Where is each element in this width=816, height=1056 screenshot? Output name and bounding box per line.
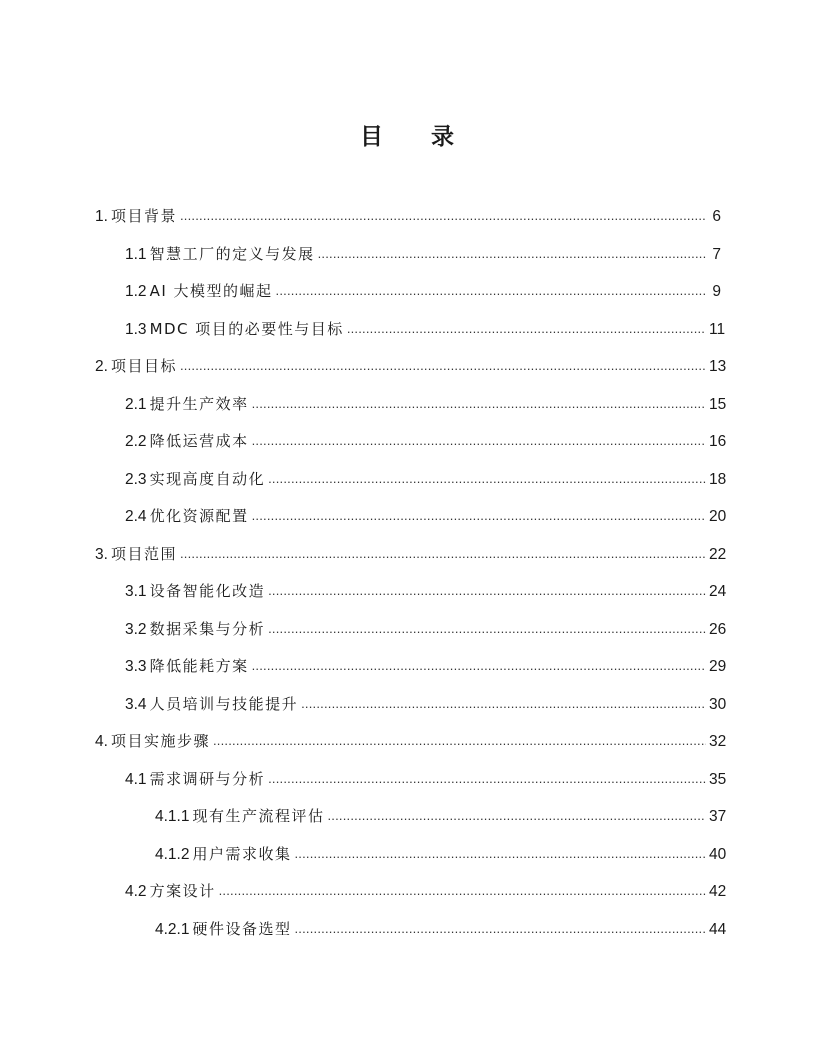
toc-entry[interactable] bbox=[95, 723, 727, 760]
toc-dot-leader bbox=[219, 872, 706, 909]
toc-entry-number: 1.3 bbox=[125, 320, 147, 338]
toc-entry-label: 项目背景 bbox=[110, 207, 177, 225]
toc-title bbox=[0, 118, 816, 151]
toc-entry[interactable] bbox=[125, 461, 727, 498]
toc-entry[interactable] bbox=[155, 836, 727, 873]
toc-entry-label: 项目目标 bbox=[110, 357, 177, 375]
toc-entry-label: MDC 项目的必要性与目标 bbox=[149, 319, 344, 338]
toc-entry-page-number: 29 bbox=[709, 658, 727, 675]
toc-dot-leader bbox=[268, 610, 706, 647]
toc-entry-page-number: 40 bbox=[709, 845, 727, 863]
toc-entry[interactable] bbox=[125, 761, 727, 798]
toc-entry-number: 2.1 bbox=[125, 395, 147, 413]
toc-entry-page-number: 37 bbox=[709, 808, 727, 825]
toc-entry[interactable] bbox=[125, 611, 727, 648]
toc-entry-number: 2.4 bbox=[125, 508, 147, 525]
toc-entry[interactable] bbox=[95, 348, 727, 385]
toc-entry-page-number: 11 bbox=[709, 320, 726, 338]
toc-entry-label: 人员培训与技能提升 bbox=[149, 694, 299, 713]
toc-entry-page-number: 18 bbox=[709, 470, 727, 488]
toc-entry-page-number: 13 bbox=[709, 358, 727, 375]
toc-entry[interactable] bbox=[125, 873, 727, 910]
toc-entry-page-number: 30 bbox=[709, 695, 727, 713]
toc-dot-leader bbox=[276, 272, 706, 309]
toc-dot-leader bbox=[328, 797, 707, 834]
toc-dot-leader bbox=[252, 385, 706, 422]
toc-entry[interactable] bbox=[125, 423, 727, 460]
toc-entry-label: 降低运营成本 bbox=[149, 432, 249, 450]
toc-entry-number: 3. bbox=[95, 545, 108, 563]
toc-entry-label: 优化资源配置 bbox=[149, 507, 249, 525]
toc-entry-label: 设备智能化改造 bbox=[149, 582, 266, 600]
toc-entry[interactable] bbox=[125, 273, 721, 310]
toc-entry-label: 用户需求收集 bbox=[192, 844, 292, 863]
toc-entry-number: 3.4 bbox=[125, 695, 147, 713]
toc-entry-number: 4.1 bbox=[125, 770, 147, 788]
toc-dot-leader bbox=[347, 310, 706, 347]
toc-title-char-2: 录 bbox=[431, 124, 456, 150]
toc-dot-leader bbox=[268, 572, 706, 609]
toc-dot-leader bbox=[252, 422, 706, 459]
toc-entry-page-number: 32 bbox=[709, 733, 727, 750]
toc-entry-number: 1. bbox=[95, 208, 108, 225]
toc-dot-leader bbox=[295, 910, 707, 947]
toc-entry-page-number: 26 bbox=[709, 620, 727, 638]
toc-entry-label: 硬件设备选型 bbox=[192, 919, 292, 938]
toc-entry[interactable] bbox=[125, 311, 726, 348]
toc-entry-page-number: 6 bbox=[712, 208, 721, 225]
toc-entry-number: 4.1.2 bbox=[155, 845, 190, 863]
toc-entry-label: AI 大模型的崛起 bbox=[149, 282, 273, 300]
toc-entry[interactable] bbox=[125, 236, 721, 273]
toc-entry-label: 需求调研与分析 bbox=[149, 769, 266, 788]
toc-entry-number: 1.2 bbox=[125, 283, 147, 300]
toc-entry[interactable] bbox=[125, 498, 727, 535]
toc-entry-number: 3.2 bbox=[125, 620, 147, 638]
toc-entry-page-number: 20 bbox=[709, 508, 727, 525]
toc-entry[interactable] bbox=[155, 911, 727, 948]
toc-entry-page-number: 35 bbox=[709, 770, 727, 788]
toc-entry-number: 2.3 bbox=[125, 470, 147, 488]
toc-entry-label: 数据采集与分析 bbox=[149, 619, 266, 638]
toc-entry-number: 4.2 bbox=[125, 883, 147, 900]
toc-entry-number: 3.1 bbox=[125, 583, 147, 600]
toc-entry-page-number: 44 bbox=[709, 920, 727, 938]
toc-entry-label: 降低能耗方案 bbox=[149, 657, 249, 675]
toc-title-char-1: 目 bbox=[360, 124, 385, 150]
toc-dot-leader bbox=[180, 535, 706, 572]
toc-dot-leader bbox=[318, 235, 706, 272]
toc-entry[interactable] bbox=[95, 536, 727, 573]
toc-entry-page-number: 16 bbox=[709, 433, 727, 450]
toc-dot-leader bbox=[213, 722, 706, 759]
toc-entry[interactable] bbox=[125, 648, 727, 685]
toc-entry-number: 4.2.1 bbox=[155, 920, 190, 938]
toc-dot-leader bbox=[180, 197, 706, 234]
toc-dot-leader bbox=[301, 685, 706, 722]
toc-entry-number: 4.1.1 bbox=[155, 808, 190, 825]
toc-entry-label: 项目范围 bbox=[110, 544, 177, 563]
toc-entry[interactable] bbox=[95, 198, 721, 235]
toc-entry-number: 2. bbox=[95, 358, 108, 375]
toc-entry-label: 方案设计 bbox=[149, 882, 216, 900]
toc-entry-number: 2.2 bbox=[125, 433, 147, 450]
toc-dot-leader bbox=[268, 760, 706, 797]
toc-entry-page-number: 7 bbox=[712, 245, 721, 263]
toc-entry[interactable] bbox=[125, 573, 727, 610]
toc-entry-number: 4. bbox=[95, 733, 108, 750]
toc-entry[interactable] bbox=[125, 686, 727, 723]
toc-dot-leader bbox=[268, 460, 706, 497]
toc-entry[interactable] bbox=[125, 386, 727, 423]
toc-entry-page-number: 15 bbox=[709, 395, 727, 413]
toc-dot-leader bbox=[252, 497, 706, 534]
toc-entry-label: 提升生产效率 bbox=[149, 394, 249, 413]
toc-entry-label: 现有生产流程评估 bbox=[192, 807, 325, 825]
toc-dot-leader bbox=[252, 647, 706, 684]
toc-dot-leader bbox=[180, 347, 706, 384]
toc-entry-label: 项目实施步骤 bbox=[110, 732, 210, 750]
toc-entry-page-number: 42 bbox=[709, 883, 727, 900]
toc-entry-page-number: 9 bbox=[712, 283, 721, 300]
toc-entry-number: 1.1 bbox=[125, 245, 147, 263]
toc-entry-page-number: 22 bbox=[709, 545, 727, 563]
toc-entry-number: 3.3 bbox=[125, 658, 147, 675]
toc-entry[interactable] bbox=[155, 798, 727, 835]
toc-entry-label: 智慧工厂的定义与发展 bbox=[149, 244, 315, 263]
toc-entry-label: 实现高度自动化 bbox=[149, 469, 266, 488]
toc-dot-leader bbox=[295, 835, 707, 872]
toc-entry-page-number: 24 bbox=[709, 583, 727, 600]
